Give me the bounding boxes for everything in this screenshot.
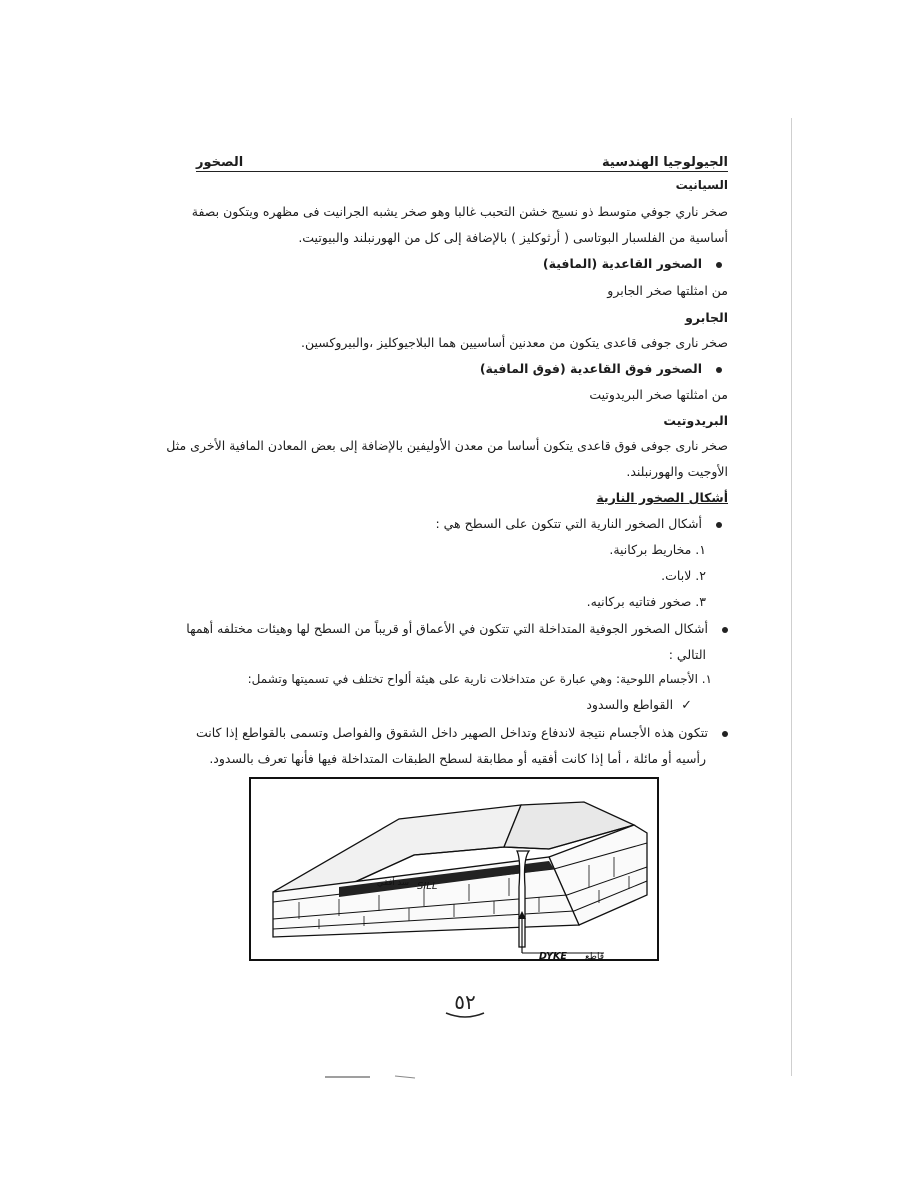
ultrabasic-rocks-bullet-text: الصخور فوق القاعدية (فوق المافية) <box>479 361 702 376</box>
gabbro-paragraph: صخر نارى جوفى قاعدى يتكون من معدنين أساسيين هما البلاجيوكليز ،والبيروكسين. <box>301 335 728 350</box>
bullet-dot <box>716 367 722 373</box>
dyke-label-ar: قاطع <box>585 952 604 961</box>
scan-edge-line <box>791 118 792 1076</box>
surface-form-item-2: ٢. لابات. <box>661 568 706 583</box>
header-chapter-title: الصخور <box>196 155 244 170</box>
formation-bullet <box>196 725 728 740</box>
ultrabasic-rocks-bullet <box>480 361 722 376</box>
basic-rocks-bullet-text: الصخور القاعدية (المافية) <box>542 256 702 271</box>
scan-artifact-mark <box>325 1074 435 1080</box>
syenite-heading: السيانيت <box>675 178 728 192</box>
bullet-dot <box>716 522 722 528</box>
ultrabasic-rocks-example: من امثلتها صخر البريدوتيت <box>589 387 728 402</box>
bullet-dot <box>722 627 728 633</box>
basic-rocks-bullet <box>543 256 722 271</box>
intrusive-forms-bullet-text: أشكال الصخور الجوفية المتداخلة التي تتكون في الأعماق أو قريباً من السطح لها وهيئات مختلفه أهمها <box>186 621 708 636</box>
peridotite-paragraph-line-2: الأوجيت والهورنبلند. <box>626 464 728 479</box>
formation-bullet-text: تتكون هذه الأجسام نتيجة لاندفاع وتداخل الصهير داخل الشقوق والفواصل وتسمى بالقواطع إذا كانت <box>196 725 708 740</box>
surface-form-item-3: ٣. صخور فتاتيه بركانيه. <box>586 594 706 609</box>
tabular-bodies-item: ١. الأجسام اللوحية: وهي عبارة عن متداخلات نارية على هيئة ألواح تختلف في تسميتها وتشمل: <box>247 672 712 686</box>
surface-forms-bullet <box>435 516 722 531</box>
surface-form-item-1: ١. مخاريط بركانية. <box>609 542 706 557</box>
page-number-text: ٥٢ <box>454 990 476 1014</box>
check-mark-icon: ✓ <box>681 698 692 713</box>
syenite-paragraph-line-2: أساسية من الفلسبار البوتاسى ( أرثوكليز ) بالإضافة إلى كل من الهورنبلند والبيوتيت. <box>298 230 728 245</box>
igneous-forms-heading: أشكال الصخور النارية <box>596 490 728 505</box>
intrusive-forms-bullet-line-2: التالي : <box>668 647 706 662</box>
sill-label-ar: سد أفقي <box>376 878 409 888</box>
syenite-paragraph-line-1: صخر ناري جوفي متوسط ذو نسيج خشن التحبب غالبا وهو صخر يشبه الجرانيت فى مظهره ويتكون بصفة <box>191 204 728 219</box>
page-header <box>196 150 728 172</box>
dykes-and-sills-check-text: القواطع والسدود <box>586 697 674 712</box>
intrusive-forms-bullet <box>186 621 728 636</box>
page-number-mark <box>440 975 490 1025</box>
dykes-and-sills-check-item <box>586 697 692 713</box>
peridotite-heading: البريدوتيت <box>663 413 728 428</box>
surface-forms-bullet-text: أشكال الصخور النارية التي تتكون على السطح هي : <box>435 516 702 531</box>
sill-dyke-diagram <box>249 777 659 961</box>
basic-rocks-example: من امثلتها صخر الجابرو <box>607 283 728 298</box>
dyke-label-en: DYKE <box>539 951 567 961</box>
gabbro-heading: الجابرو <box>685 310 728 325</box>
bullet-dot <box>722 731 728 737</box>
bullet-dot <box>716 262 722 268</box>
peridotite-paragraph-line-1: صخر نارى جوفى فوق قاعدى يتكون أساسا من معدن الأوليفين بالإضافة إلى بعض المعادن المافية الأخرى مثل <box>166 438 728 453</box>
header-book-title: الجيولوجيا الهندسية <box>602 155 728 170</box>
sill-label-en: SILL <box>417 881 438 892</box>
formation-bullet-line-2: رأسيه أو مائلة ، أما إذا كانت أفقيه أو مطابقة لسطح الطبقات المتداخلة فيها فأنها تعرف بالسدود. <box>209 751 706 766</box>
